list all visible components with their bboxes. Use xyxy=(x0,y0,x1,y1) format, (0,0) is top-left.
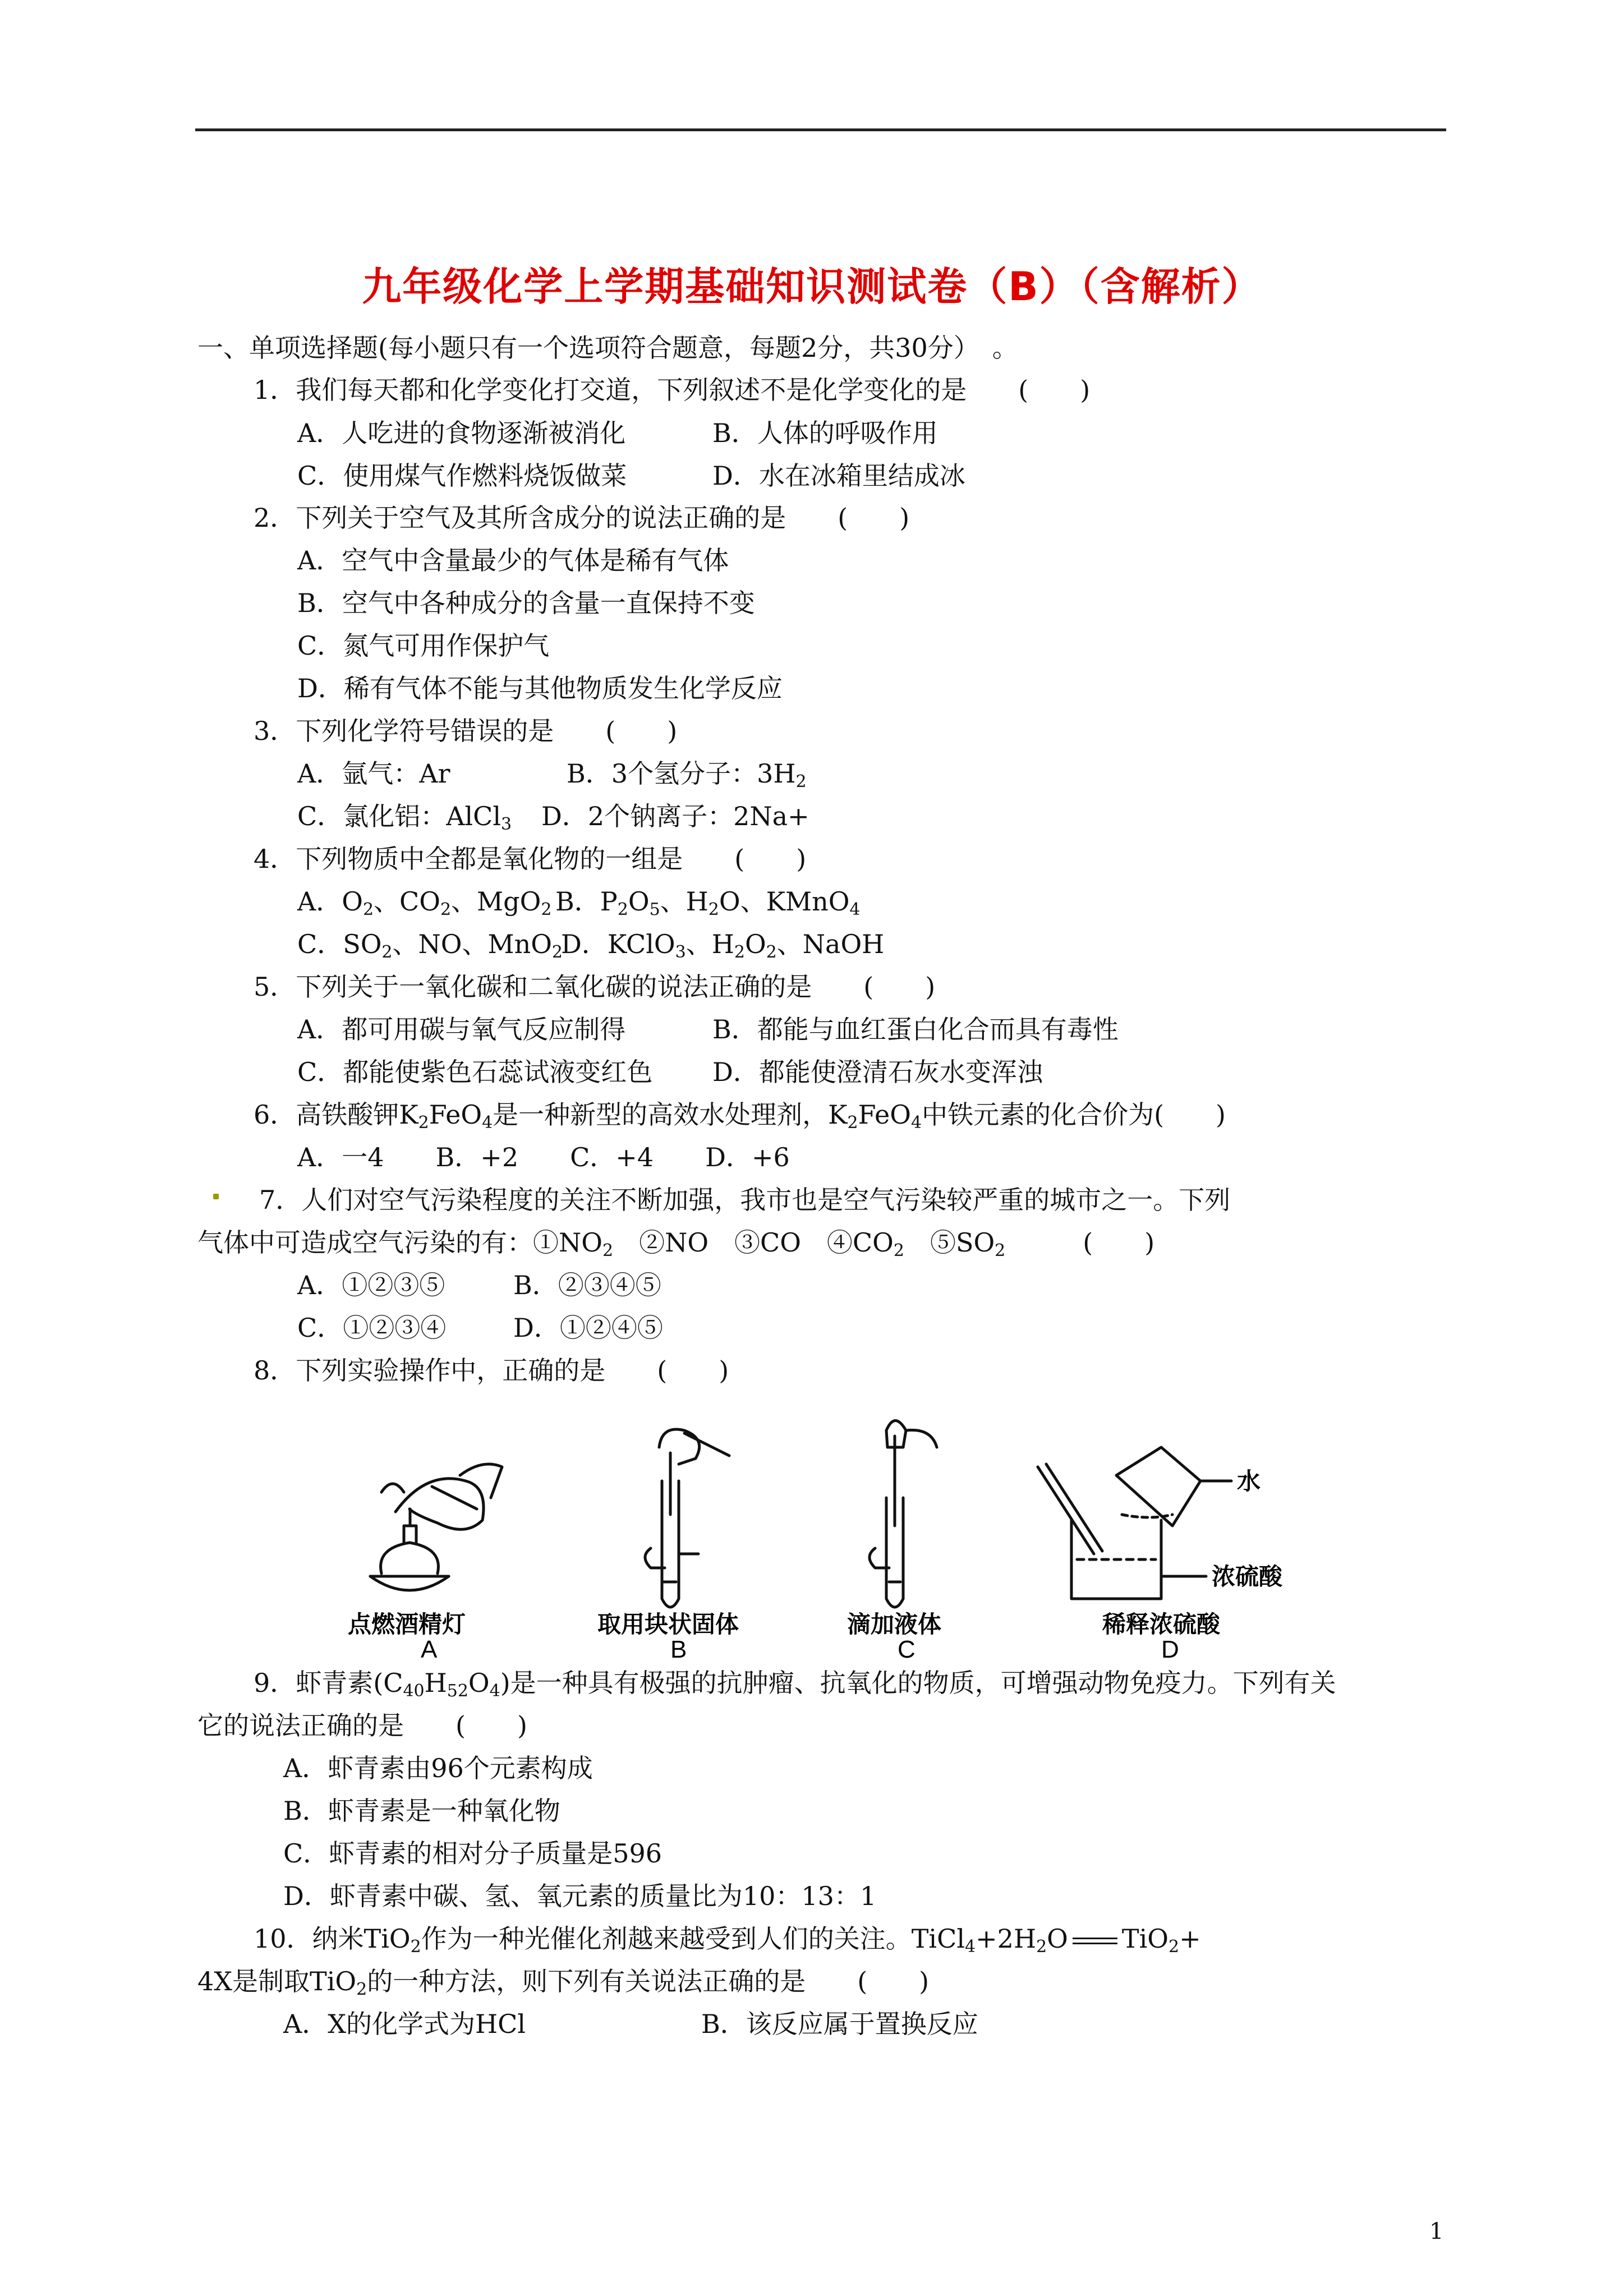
q9-option-c: C．虾青素的相对分子质量是596 xyxy=(283,1838,662,1869)
figure-label-a: 点燃酒精灯 xyxy=(348,1611,466,1638)
question-8-stem: 8．下列实验操作中，正确的是 ( ) xyxy=(254,1355,729,1386)
q2-option-c: C．氮气可用作保护气 xyxy=(297,631,550,661)
page-number: 1 xyxy=(1429,2219,1444,2244)
figure-label-d: 稀释浓硫酸 xyxy=(1102,1611,1221,1638)
q7-option-c: C．①②③④ xyxy=(297,1313,447,1343)
q3-option-d: D．2个钠离子：2Na+ xyxy=(541,801,809,831)
q4-option-d: D．KClO$_3$、$H_2O_2$、NaOH xyxy=(561,929,885,962)
q7-option-d: D．①②④⑤ xyxy=(513,1313,663,1343)
figure-water-label: 水 xyxy=(1237,1467,1261,1495)
q1-option-a: A．人吃进的食物逐渐被消化 xyxy=(297,418,626,448)
stray-mark xyxy=(213,1194,219,1199)
question-9-line2: 它的说法正确的是 ( ) xyxy=(197,1710,527,1741)
figure-label-b: 取用块状固体 xyxy=(597,1611,739,1638)
question-5-stem: 5．下列关于一氧化碳和二氧化碳的说法正确的是 ( ) xyxy=(254,972,936,1002)
q5-option-d: D．都能使澄清石灰水变浑浊 xyxy=(712,1057,1043,1087)
alcohol-lamp-illustration xyxy=(370,1464,502,1590)
question-2-stem: 2．下列关于空气及其所含成分的说法正确的是 ( ) xyxy=(254,503,910,533)
figure-letter-c: C xyxy=(898,1636,915,1663)
q5-option-a: A．都可用碳与氧气反应制得 xyxy=(297,1014,626,1045)
q3-option-b: B．3个氢分子：$3H_2$ xyxy=(567,758,807,792)
section-heading: 一、单项选择题(每小题只有一个选项符合题意，每题2分，共30分） 。 xyxy=(197,333,1018,363)
q3-option-c: C．氯化铝：AlCl$_3$ xyxy=(297,801,512,834)
q6-options: A．一4 B．+2 C．+4 D．+6 xyxy=(297,1142,790,1172)
figure-letter-b: B xyxy=(670,1636,687,1663)
q7-option-b: B．②③④⑤ xyxy=(513,1270,661,1300)
figure-acid-label: 浓硫酸 xyxy=(1212,1563,1283,1590)
q4-option-b: B．$P_2O_5$、$H_2O$、KMnO$_4$ xyxy=(555,886,861,919)
figure-label-c: 滴加液体 xyxy=(847,1611,942,1638)
test-tube-solid-illustration xyxy=(645,1429,729,1607)
question-1-stem: 1．我们每天都和化学变化打交道，下列叙述不是化学变化的是 ( ) xyxy=(254,375,1091,405)
q4-option-a: A．$O_2$、$CO_2$、MgO$_2$ xyxy=(297,886,552,919)
q9-option-a: A．虾青素由96个元素构成 xyxy=(283,1753,593,1783)
q5-option-c: C．都能使紫色石蕊试液变红色 xyxy=(297,1057,653,1087)
question-4-stem: 4．下列物质中全都是氧化物的一组是 ( ) xyxy=(254,844,807,874)
q9-option-d: D．虾青素中碳、氢、氧元素的质量比为10：13：1 xyxy=(283,1881,877,1911)
question-7-line1: 7．人们对空气污染程度的关注不断加强，我市也是空气污染较严重的城市之一。下列 xyxy=(259,1185,1231,1215)
q1-option-d: D．水在冰箱里结成冰 xyxy=(712,461,965,491)
equation-equals-sign xyxy=(1073,1938,1117,1944)
q2-option-b: B．空气中各种成分的含量一直保持不变 xyxy=(297,588,755,618)
q5-option-b: B．都能与血红蛋白化合而具有毒性 xyxy=(712,1014,1119,1045)
lab-operations-figure xyxy=(348,1414,1301,1663)
q1-option-c: C．使用煤气作燃料烧饭做菜 xyxy=(297,461,627,491)
q2-option-a: A．空气中含量最少的气体是稀有气体 xyxy=(297,545,729,576)
question-9-line1: 9．虾青素$(C_{40}H_{52}O_4)$是一种具有极强的抗肿瘤、抗氧化的物质，可增强动物免疫力。下列有关 xyxy=(254,1668,1336,1701)
figure-letter-d: D xyxy=(1161,1636,1179,1663)
q7-option-a: A．①②③⑤ xyxy=(297,1270,445,1300)
question-6-stem: 6．高铁酸钾$K_2FeO_4$是一种新型的高效水处理剂，$K_2FeO_4$中铁元素的化合价为( ) xyxy=(254,1099,1226,1133)
q10-option-a: A．X的化学式为HCl xyxy=(283,2009,526,2039)
q10-option-b: B．该反应属于置换反应 xyxy=(701,2009,978,2039)
q9-option-b: B．虾青素是一种氧化物 xyxy=(283,1796,560,1826)
q1-option-b: B．人体的呼吸作用 xyxy=(712,418,938,448)
page-title: 九年级化学上学期基础知识测试卷（B）（含解析） xyxy=(362,264,1262,310)
question-7-line2: 气体中可造成空气污染的有：$①NO_2$ ②NO ③CO $④CO_2$ $⑤SO_2$ ( ) xyxy=(197,1227,1155,1260)
question-3-stem: 3．下列化学符号错误的是 ( ) xyxy=(254,716,678,746)
dilution-illustration xyxy=(1038,1447,1231,1599)
figure-letter-a: A xyxy=(421,1636,438,1663)
header-rule xyxy=(195,128,1446,131)
q2-option-d: D．稀有气体不能与其他物质发生化学反应 xyxy=(297,673,783,703)
dropper-illustration xyxy=(869,1421,937,1608)
question-10-line1: 10．纳米TiO$_2$作为一种光催化剂越来越受到人们的关注。$TiCl_4+2H_2O$ TiO$_2$+ xyxy=(254,1924,1201,1957)
question-10-line2: 4X是制取TiO$_2$的一种方法，则下列有关说法正确的是 ( ) xyxy=(197,1966,930,1999)
q4-option-c: C．$SO_2$、NO、MnO$_2$ xyxy=(297,929,563,962)
q3-option-a: A．氩气：Ar xyxy=(297,758,450,789)
